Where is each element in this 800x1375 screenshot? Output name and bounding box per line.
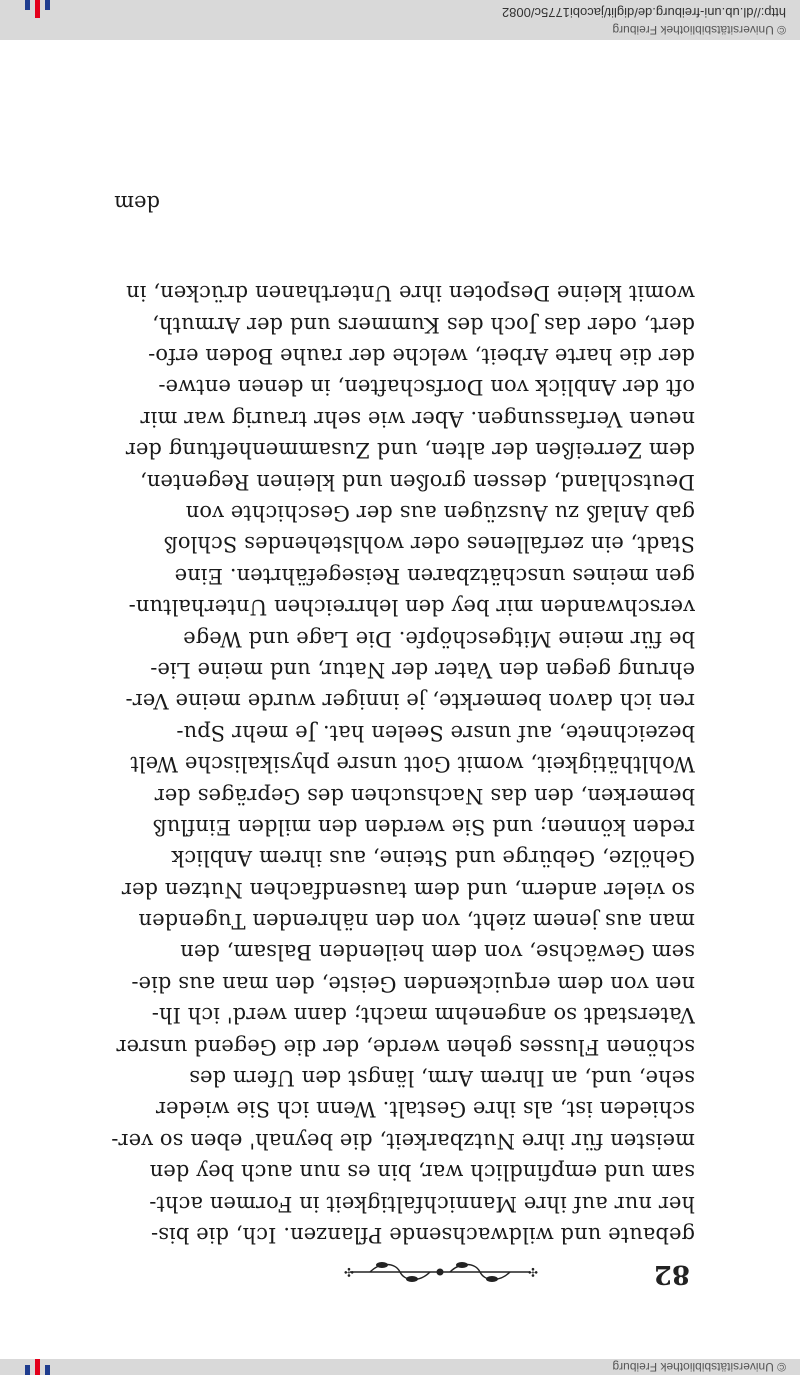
decorative-vine-ornament-icon bbox=[340, 1257, 540, 1287]
text-line: ehrung gegen den Vater der Natur, und meine Lie- bbox=[150, 657, 695, 682]
text-line: gebaute und wildwachsende Pflanzen. Ich, die bis- bbox=[150, 1223, 695, 1247]
text-line: neuen Verfassungen. Aber wie sehr traurig war mir bbox=[140, 406, 695, 431]
text-line: sem Gewächse, von dem heilenden Balsam, den bbox=[180, 940, 695, 965]
text-line: sehe, und, an Ihrem Arm, längst den Ufern des bbox=[189, 1066, 695, 1091]
text-line: oft der Anblick von Dorfschaften, in denen entwe- bbox=[158, 375, 695, 400]
library-logo-icon bbox=[18, 1359, 54, 1375]
text-line: be für meine Mitgeschöpfe. Die Lage und Wege bbox=[183, 626, 695, 651]
text-line: Vaterstadt so angenehm macht; dann werd' ich Ih- bbox=[151, 1003, 695, 1028]
text-line: bezeichnete, auf unsre Seelen hat. Je mehr Spu- bbox=[176, 720, 695, 745]
text-line: dert, oder das Joch des Kummers und der Armuth, bbox=[152, 312, 695, 337]
text-line: Gehölze, Gebürge und Steine, aus ihrem Anblick bbox=[171, 846, 695, 871]
text-line: meisten für ihre Nutzbarkeit, die beynah' eben so ver- bbox=[111, 1128, 695, 1153]
library-logo-icon bbox=[18, 0, 54, 18]
text-line: dem Zerreißen der alten, und Zusammenheftung der bbox=[125, 438, 695, 463]
text-line: der die harte Arbeit, welche der rauhe Boden erfo- bbox=[148, 344, 695, 369]
text-line: verschwanden mir bey den lehrreichen Unterhaltun- bbox=[128, 595, 695, 620]
page-url[interactable]: http://dl.ub.uni-freiburg.de/diglit/jacobi1775c/0082 bbox=[501, 5, 786, 20]
text-line: Deutschland, dessen großen und kleinen Regenten, bbox=[139, 469, 695, 494]
text-line: schieden ist, als ihre Gestalt. Wenn ich Sie wieder bbox=[155, 1097, 695, 1122]
page-text-body bbox=[95, 277, 695, 1250]
text-line: schönen Flusses gehen werde, der die Gegend unsrer bbox=[116, 1034, 695, 1059]
text-line: Stadt, ein zerfallenes oder wohlstehendes Schloß bbox=[163, 532, 695, 557]
text-line: womit kleine Despoten ihre Unterthanen drücken, in bbox=[126, 281, 695, 306]
library-credit-bottom: © Universitätsbibliothek Freiburg bbox=[612, 23, 786, 37]
text-line: her nur auf ihre Mannichfaltigkeit in Formen acht- bbox=[149, 1191, 695, 1216]
text-line: gab Anlaß zu Auszügen aus der Geschichte von bbox=[185, 501, 695, 526]
svg-text:✣: ✣ bbox=[527, 1265, 538, 1279]
text-line: ren ich davon bemerkte, je inniger wurde meine Ver- bbox=[125, 689, 695, 714]
page-number: 82 bbox=[653, 1259, 690, 1289]
text-line: reden können; und Sie werden den milden Einfluß bbox=[152, 814, 695, 839]
scanned-page bbox=[70, 105, 720, 1305]
text-line: so vieler andern, und dem tausendfachen Nutzen der bbox=[121, 877, 695, 902]
top-credit-bar bbox=[0, 1359, 800, 1375]
svg-text:✣: ✣ bbox=[343, 1265, 354, 1279]
text-line: sam und empfindlich war, bin es nun auch bey den bbox=[149, 1160, 695, 1185]
text-line: bemerken, den das Nachsuchen des Gepräges der bbox=[154, 783, 695, 808]
text-line: man aus jenem zieht, von den nährenden Tugenden bbox=[138, 909, 695, 934]
bottom-credit-bar bbox=[0, 0, 800, 40]
text-line: nen von dem erquickenden Geiste, den man aus die- bbox=[131, 971, 695, 996]
library-credit: © Universitätsbibliothek Freiburg bbox=[612, 1360, 786, 1374]
catchword: dem bbox=[114, 191, 160, 215]
text-line: gen meines unschätzbaren Reisegefährten. Eine bbox=[174, 563, 695, 588]
text-line: Wohlthätigkeit, womit Gott unsre physikalische Welt bbox=[130, 752, 695, 777]
